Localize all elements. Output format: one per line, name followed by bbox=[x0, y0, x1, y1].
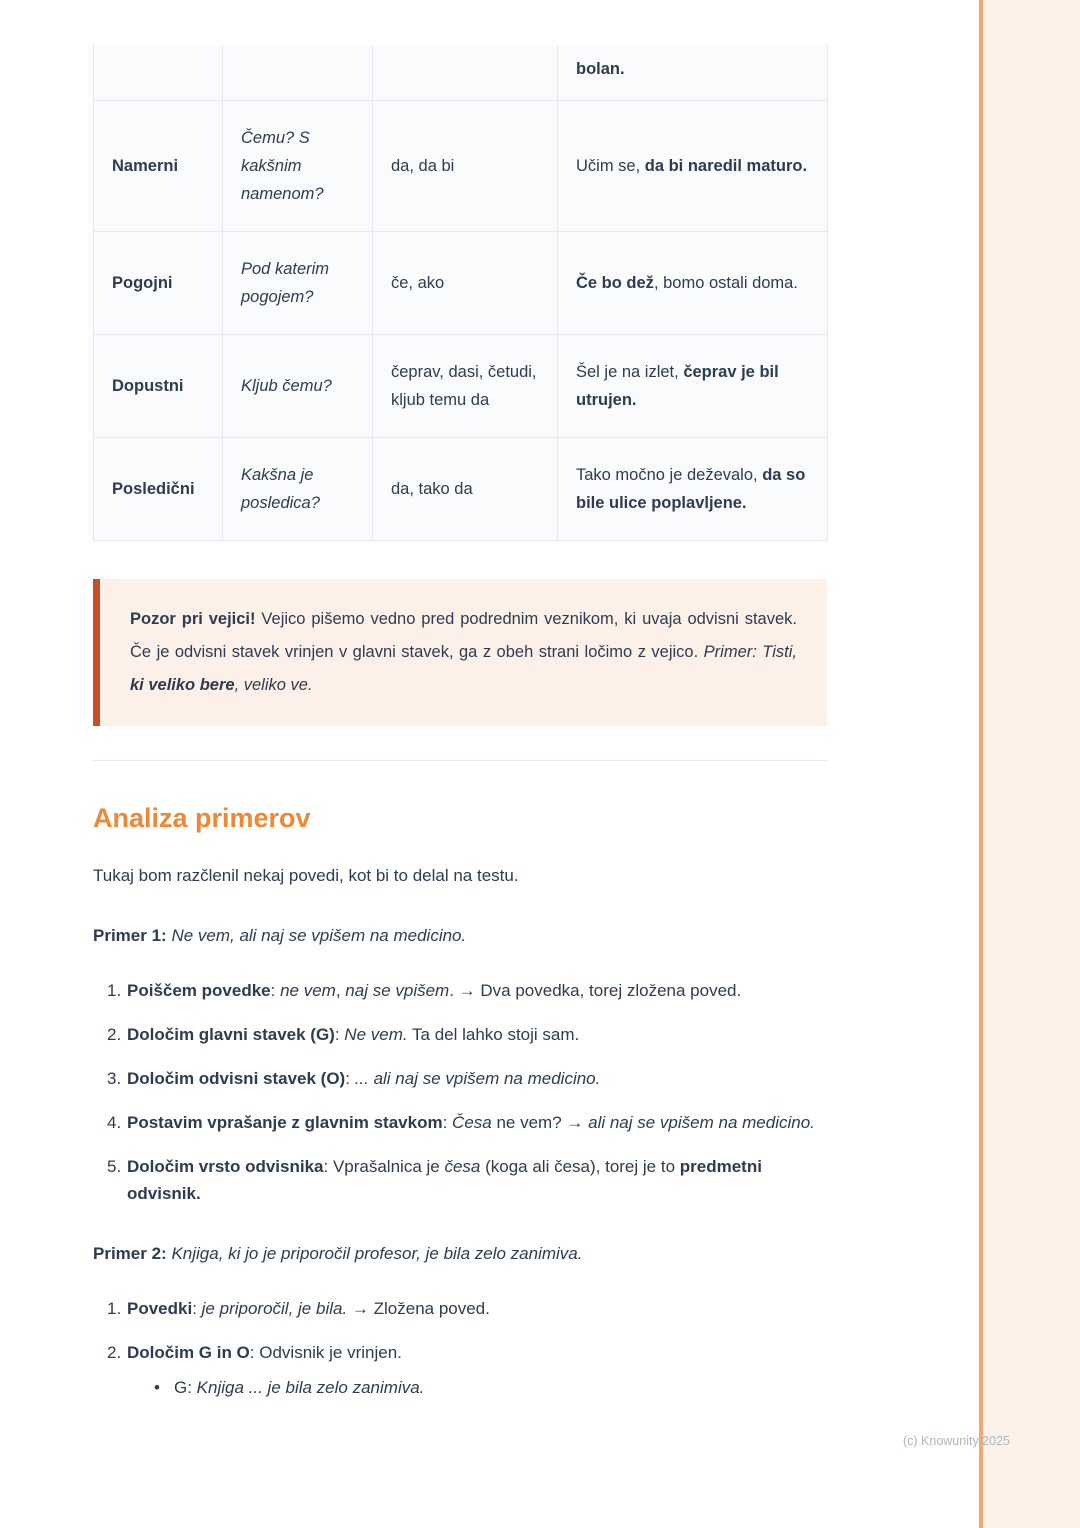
list-text: Določim odvisni stavek (O): ... ali naj se vpišem na medicino. bbox=[127, 1068, 601, 1088]
primer1-sentence bbox=[93, 922, 827, 949]
cell-type: Dopustni bbox=[94, 334, 223, 437]
list-text: Povedki: je priporočil, je bila. → Zložena poved. bbox=[127, 1298, 490, 1318]
cell-question: Čemu? S kakšnim namenom? bbox=[223, 100, 373, 231]
cell-type: Posledični bbox=[94, 437, 223, 540]
cell-example: Učim se, da bi naredil maturo. bbox=[558, 100, 828, 231]
comma-warning-callout bbox=[93, 579, 827, 726]
sub-list-text: G: Knjiga ... je bila zelo zanimiva. bbox=[174, 1377, 425, 1397]
cell-example: Šel je na izlet, čeprav je bil utrujen. bbox=[558, 334, 828, 437]
sub-list-item bbox=[154, 1374, 827, 1401]
callout-text: Pozor pri vejici! Vejico pišemo vedno pred podrednim veznikom, ki uvaja odvisni stavek. Če je odvisni stavek vrinjen v glavni stavek, ga z obeh strani ločimo z vejico. Primer: Tisti, ki veliko bere, veliko ve. bbox=[130, 609, 797, 694]
list-text: Določim G in O: Odvisnik je vrinjen. bbox=[127, 1342, 402, 1362]
list-text: Določim glavni stavek (G): Ne vem. Ta del lahko stoji sam. bbox=[127, 1024, 580, 1044]
list-text: Poiščem povedke: ne vem, naj se vpišem. → Dva povedka, torej zložena poved. bbox=[127, 980, 742, 1000]
cell-conjunctions bbox=[373, 45, 558, 100]
table-row bbox=[94, 437, 828, 540]
primer2-text: Knjiga, ki jo je priporočil profesor, je bila zelo zanimiva. bbox=[171, 1243, 583, 1263]
cell-type bbox=[94, 45, 223, 100]
list-number: 1. bbox=[107, 980, 122, 1000]
cell-conjunctions: če, ako bbox=[373, 231, 558, 334]
list-number: 2. bbox=[107, 1024, 122, 1044]
primer1-text: Ne vem, ali naj se vpišem na medicino. bbox=[171, 925, 467, 945]
list-number: 5. bbox=[107, 1156, 122, 1176]
bullet-icon: • bbox=[154, 1377, 160, 1397]
section-divider bbox=[93, 760, 827, 761]
intro-paragraph: Tukaj bom razčlenil nekaj povedi, kot bi to delal na testu. bbox=[93, 865, 519, 885]
primer2-sentence bbox=[93, 1240, 827, 1267]
list-item bbox=[107, 1339, 827, 1366]
list-number: 3. bbox=[107, 1068, 122, 1088]
table-row bbox=[94, 334, 828, 437]
cell-type: Namerni bbox=[94, 100, 223, 231]
copyright-footer: (c) Knowunity 2025 bbox=[902, 1434, 1010, 1448]
cell-example: Tako močno je deževalo, da so bile ulice poplavljene. bbox=[558, 437, 828, 540]
list-item bbox=[107, 977, 827, 1004]
cell-question bbox=[223, 45, 373, 100]
list-item bbox=[107, 1065, 827, 1092]
table-row bbox=[94, 45, 828, 100]
primer1-steps bbox=[93, 977, 827, 1207]
list-item bbox=[107, 1109, 827, 1136]
list-number: 2. bbox=[107, 1342, 122, 1362]
list-number: 1. bbox=[107, 1298, 122, 1318]
primer2-label: Primer 2: bbox=[93, 1243, 167, 1263]
cell-conjunctions: da, da bi bbox=[373, 100, 558, 231]
cell-example: Če bo dež, bomo ostali doma. bbox=[558, 231, 828, 334]
list-item bbox=[107, 1153, 827, 1207]
primer2-steps bbox=[93, 1295, 827, 1401]
cell-example: bolan. bbox=[558, 45, 828, 100]
table-row bbox=[94, 100, 828, 231]
list-number: 4. bbox=[107, 1112, 122, 1132]
cell-question: Pod katerim pogojem? bbox=[223, 231, 373, 334]
page-content bbox=[93, 45, 827, 1401]
primer1-label: Primer 1: bbox=[93, 925, 167, 945]
list-text: Postavim vprašanje z glavnim stavkom: Česa ne vem? → ali naj se vpišem na medicino. bbox=[127, 1112, 815, 1132]
side-accent-strip bbox=[979, 0, 1080, 1528]
list-item bbox=[107, 1295, 827, 1322]
table-row bbox=[94, 231, 828, 334]
cell-conjunctions: da, tako da bbox=[373, 437, 558, 540]
cell-type: Pogojni bbox=[94, 231, 223, 334]
cell-conjunctions: čeprav, dasi, četudi, kljub temu da bbox=[373, 334, 558, 437]
cell-question: Kakšna je posledica? bbox=[223, 437, 373, 540]
list-item bbox=[107, 1021, 827, 1048]
odvisniki-table bbox=[93, 45, 828, 541]
list-text: Določim vrsto odvisnika: Vprašalnica je česa (koga ali česa), torej je to predmetni odvisnik. bbox=[127, 1156, 762, 1203]
section-heading: Analiza primerov bbox=[93, 802, 311, 833]
cell-question: Kljub čemu? bbox=[223, 334, 373, 437]
